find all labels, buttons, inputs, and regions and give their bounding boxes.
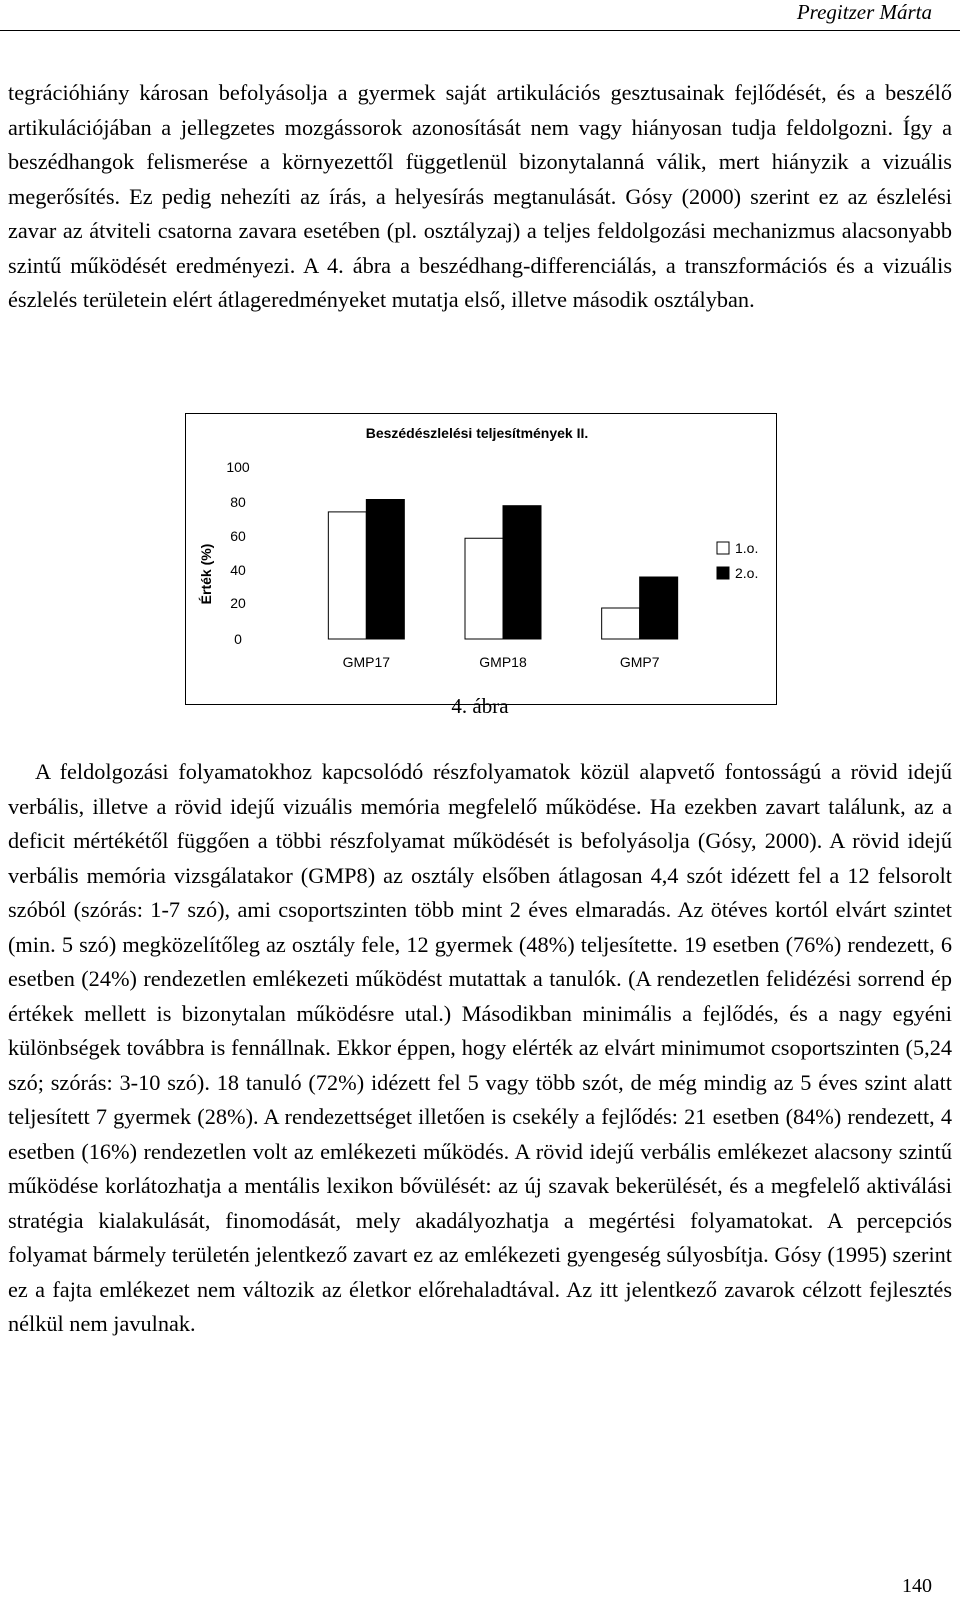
figure-frame bbox=[185, 413, 777, 705]
figure-caption: 4. ábra bbox=[451, 694, 509, 718]
chart-title: Beszédészlelési teljesítmények II. bbox=[365, 425, 589, 441]
running-head: Pregitzer Márta bbox=[796, 0, 932, 24]
y-tick-label: 60 bbox=[230, 528, 246, 544]
y-axis-label: Érték (%) bbox=[198, 543, 214, 605]
bar-2o-gmp7 bbox=[640, 577, 678, 639]
y-tick-label: 100 bbox=[226, 459, 250, 475]
legend-swatch bbox=[717, 567, 729, 579]
paragraph-1: tegrációhiány károsan befolyásolja a gyermek saját artikulációs gesztusainak fejlődését, és a beszélő artikulációjában a jellegzetes mozgássorok azonosítását nem vagy hiányosan tudja feldolgozni. Így a beszédhangok felismerése a környezettől függetlenül bizonytalanná válik, mert hiányzik a vizuális megerősítés. Ez pedig nehezíti az írás, a helyesírás megtanulását. Gósy (2000) szerint ez az észlelési zavar az átviteli csatorna zavara esetében (pl. osztályzaj) a teljes feldolgozási mechanizmus alacsonyabb szintű működését eredményezi. A 4. ábra a beszédhang-differenciálás, a transzformációs és a vizuális észlelés területein elért átlageredményeket mutatja első, illetve második osztályban. bbox=[8, 80, 952, 312]
bar-2o-gmp17 bbox=[366, 500, 404, 640]
y-tick-label: 0 bbox=[234, 631, 242, 647]
x-tick-label: GMP7 bbox=[619, 654, 660, 670]
legend-swatch bbox=[717, 542, 729, 554]
bar-2o-gmp18 bbox=[503, 506, 541, 639]
legend-label: 2.o. bbox=[735, 565, 759, 581]
x-tick-label: GMP18 bbox=[479, 654, 527, 670]
bar-1o-gmp17 bbox=[328, 512, 366, 639]
bar-1o-gmp18 bbox=[465, 538, 503, 639]
x-tick-label: GMP17 bbox=[342, 654, 391, 670]
y-tick-label: 40 bbox=[230, 562, 246, 578]
y-tick-label: 20 bbox=[230, 595, 246, 611]
legend-label: 1.o. bbox=[735, 540, 759, 556]
y-tick-label: 80 bbox=[230, 494, 246, 510]
header-rule bbox=[0, 30, 960, 31]
paragraph-2: A feldolgozási folyamatokhoz kapcsolódó részfolyamatok közül alapvető fontosságú a rövid idejű verbális, illetve a rövid idejű vizuális memória megfelelő működése. Ha ezekben zavart találunk, az a deficit mértékétől függően a többi részfolyamat működését is befolyásolja (Gósy, 2000). A rövid idejű verbális memória vizsgálatakor (GMP8) az osztály elsőben átlagosan 4,4 szót idézett fel a 12 felsorolt szóból (szórás: 1-7 szó), ami csoportszinten több mint 2 éves elmaradás. Az ötéves kortól elvárt szintet (min. 5 szó) megközelítőleg az osztály fele, 12 gyermek (48%) teljesítette. 19 esetben (76%) rendezett, 6 esetben (24%) rendezetlen emlékezeti működést mutattak a tanulók. (A rendezetlen felidézési sorrend ép értékek mellett is bizonytalan működésre utal.) Másodikban minimális a fejlődés, és a nagy egyéni különbségek továbbra is fennállnak. Ekkor éppen, hogy elérték az elvárt minimumot csoportszinten (5,24 szó; szórás: 3-10 szó). 18 tanuló (72%) idézett fel 5 vagy több szót, de még mindig az 5 éves szint alatt teljesített 7 gyermek (28%). A rendezettséget illetően is csekély a fejlődés: 21 esetben (84%) rendezett, 4 esetben (16%) rendezetlen volt az emlékezeti működés. A rövid idejű verbális emlékezet alacsony szintű működése korlátozhatja a mentális lexikon bővülését: az új szavak bekerülését, és a megfelelő aktiválási stratégia kialakulását, finomodását, mely akadályozhatja a megértési folyamatokat. A percepciós folyamat bármely területén jelentkező zavart ez az emlékezeti gyengeség súlyosbítja. Gósy (1995) szerint ez a fajta emlékezet nem változik az életkor előrehaladtával. Az itt jelentkező zavarok célzott fejlesztés nélkül nem javulnak. bbox=[8, 759, 952, 1336]
bar-chart bbox=[186, 414, 776, 704]
bar-1o-gmp7 bbox=[602, 608, 640, 639]
page-number: 140 bbox=[902, 1575, 932, 1597]
